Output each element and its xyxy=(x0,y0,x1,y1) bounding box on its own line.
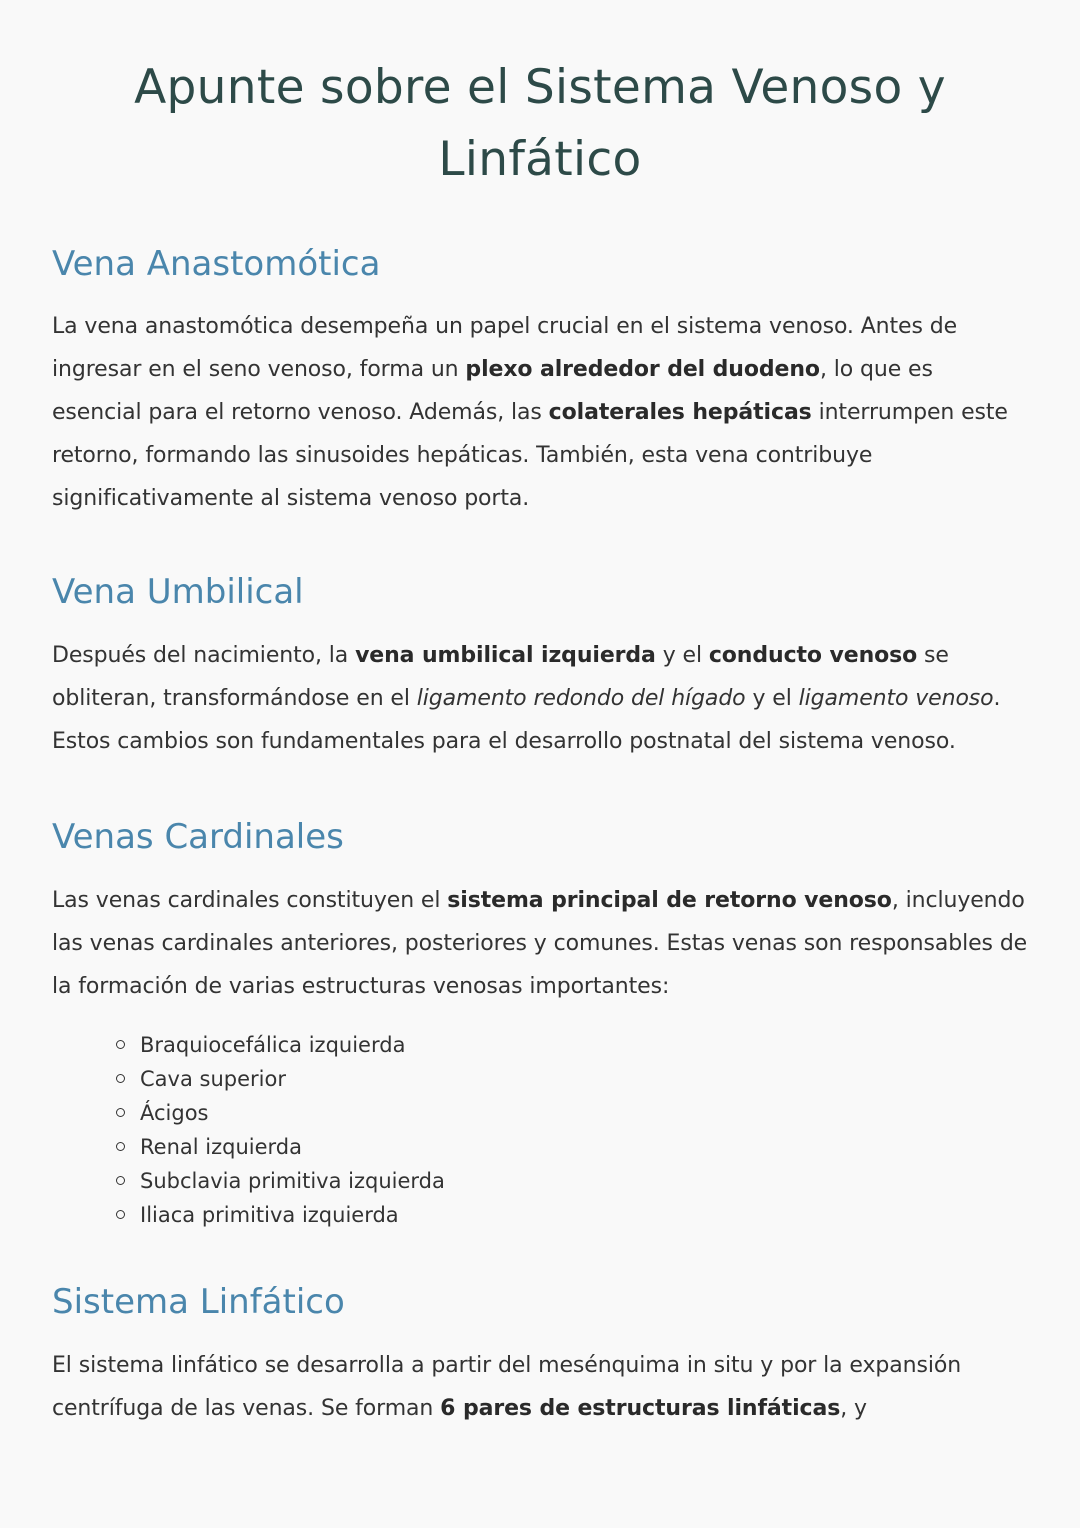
circle-bullet-icon xyxy=(116,1142,125,1151)
list-item-label: Iliaca primitiva izquierda xyxy=(140,1203,399,1227)
section-paragraph xyxy=(52,634,1028,763)
circle-bullet-icon xyxy=(116,1040,125,1049)
section-venas-cardinales xyxy=(52,813,1028,1232)
section-vena-anastomotica xyxy=(52,240,1028,520)
italic-term: ligamento redondo del hígado xyxy=(416,686,746,711)
italic-term: ligamento venoso xyxy=(798,686,994,711)
bold-term: sistema principal de retorno venoso xyxy=(447,888,892,913)
list-item xyxy=(116,1130,1028,1164)
text-run: interrumpen este retorno, formando las sinusoides hepáticas. También, esta vena contribuye significativamente al sistema venoso porta. xyxy=(52,400,1008,511)
section-title: Vena Anastomótica xyxy=(52,244,381,284)
text-run: , y xyxy=(840,1396,867,1421)
bold-term: colaterales hepáticas xyxy=(548,400,812,425)
bold-term: plexo alrededor del duodeno xyxy=(465,357,820,382)
document-title: Apunte sobre el Sistema Venoso y Linfático xyxy=(134,60,946,187)
list-item xyxy=(116,1198,1028,1232)
list-item-label: Braquiocefálica izquierda xyxy=(140,1033,406,1057)
text-run: y el xyxy=(655,643,709,668)
section-vena-umbilical xyxy=(52,568,1028,763)
section-paragraph xyxy=(52,305,1028,520)
text-run: , lo que es esencial para el retorno venoso. Además, las xyxy=(52,357,933,425)
circle-bullet-icon xyxy=(116,1074,125,1083)
circle-bullet-icon xyxy=(116,1210,125,1219)
list-item xyxy=(116,1028,1028,1062)
section-title: Sistema Linfático xyxy=(52,1282,345,1322)
bold-term: conducto venoso xyxy=(708,643,918,668)
text-run: El sistema linfático se desarrolla a partir del mesénquima in situ y por la expansión centrífuga de las venas. Se forman xyxy=(52,1353,962,1421)
list-item xyxy=(116,1096,1028,1130)
section-title: Vena Umbilical xyxy=(52,572,304,612)
text-run: Después del nacimiento, la xyxy=(52,643,356,668)
text-run: , incluyendo las venas cardinales anteriores, posteriores y comunes. Estas venas son responsables de la formación de varias estructuras venosas importantes: xyxy=(52,888,1028,999)
text-run: Las venas cardinales constituyen el xyxy=(52,888,448,913)
bold-term: 6 pares de estructuras linfáticas xyxy=(440,1396,841,1421)
section-paragraph xyxy=(52,1344,1028,1430)
vein-list xyxy=(52,1028,1028,1232)
list-item-label: Renal izquierda xyxy=(140,1135,302,1159)
circle-bullet-icon xyxy=(116,1176,125,1185)
section-paragraph xyxy=(52,879,1028,1008)
text-run: . Estos cambios son fundamentales para el desarrollo postnatal del sistema venoso. xyxy=(52,686,1001,754)
list-item-label: Cava superior xyxy=(140,1067,286,1091)
list-item xyxy=(116,1062,1028,1096)
section-title: Venas Cardinales xyxy=(52,817,344,857)
text-run: La vena anastomótica desempeña un papel crucial en el sistema venoso. Antes de ingresar en el seno venoso, forma un xyxy=(52,314,958,382)
list-item xyxy=(116,1164,1028,1198)
section-sistema-linfatico xyxy=(52,1278,1028,1430)
text-run: se obliteran, transformándose en el xyxy=(52,643,949,711)
text-run: y el xyxy=(745,686,799,711)
bold-term: vena umbilical izquierda xyxy=(355,643,656,668)
circle-bullet-icon xyxy=(116,1108,125,1117)
list-item-label: Ácigos xyxy=(140,1101,209,1125)
list-item-label: Subclavia primitiva izquierda xyxy=(140,1169,445,1193)
